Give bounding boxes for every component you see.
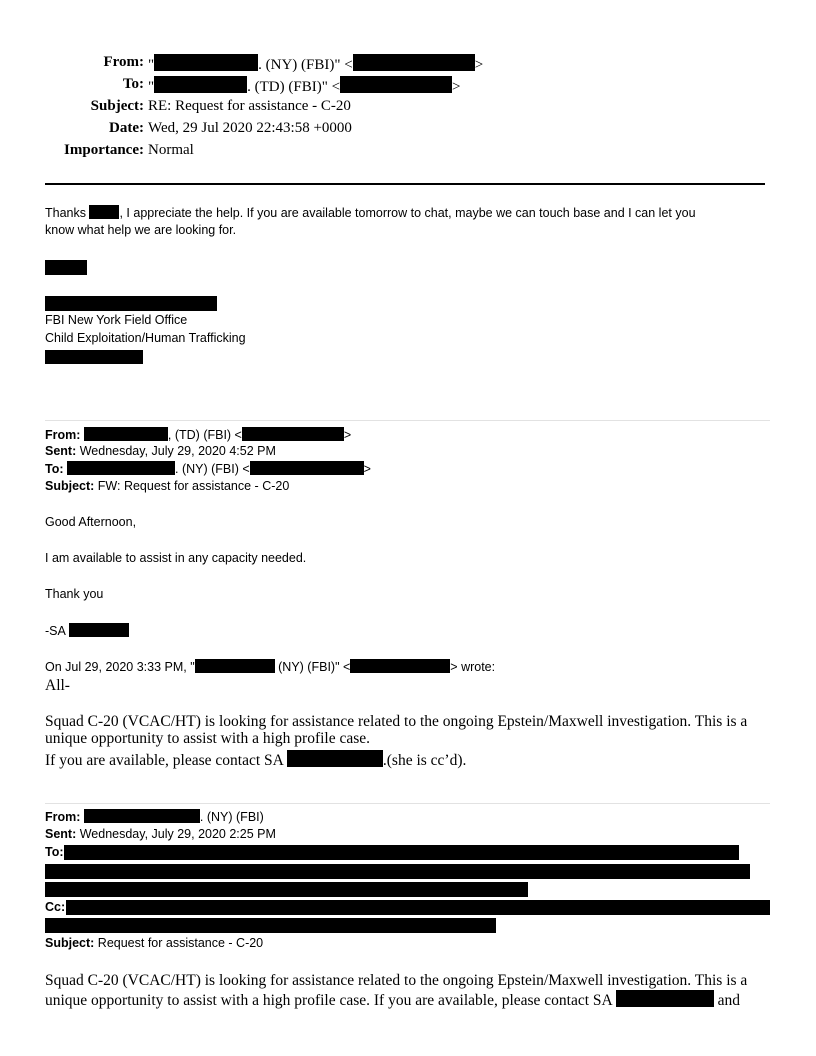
msg2-sent-value: Wednesday, July 29, 2020 4:52 PM bbox=[76, 444, 276, 458]
msg2-subject-value: FW: Request for assistance - C-20 bbox=[94, 479, 290, 493]
redaction bbox=[84, 809, 200, 823]
msg3-to-label-text: To: bbox=[45, 845, 64, 859]
msg2-greeting: Good Afternoon, bbox=[45, 515, 137, 529]
redaction bbox=[340, 76, 452, 93]
quote-para-line3 bbox=[45, 750, 466, 770]
redaction bbox=[195, 659, 275, 673]
msg3-para-line2-post: and bbox=[713, 992, 741, 1009]
importance-value: Normal bbox=[148, 142, 194, 158]
msg3-para-line2 bbox=[45, 990, 740, 1010]
redaction bbox=[287, 750, 383, 767]
message-divider-1 bbox=[45, 420, 770, 421]
redaction bbox=[69, 623, 129, 637]
redaction-cc-line1 bbox=[66, 900, 770, 915]
to-label: To: bbox=[122, 76, 144, 92]
reply-thanks-line2: know what help we are looking for. bbox=[45, 223, 237, 237]
msg2-sent bbox=[45, 444, 276, 458]
redaction bbox=[84, 427, 168, 441]
msg3-from bbox=[45, 809, 264, 824]
to-lt: < bbox=[331, 79, 341, 95]
redaction bbox=[89, 205, 119, 219]
msg2-body: I am available to assist in any capacity needed. bbox=[45, 551, 307, 565]
msg2-from-label: From: bbox=[45, 428, 81, 442]
quote-attribution bbox=[45, 659, 495, 674]
quote-para-line3-pre: If you are available, please contact SA bbox=[45, 752, 283, 769]
msg2-to bbox=[45, 461, 371, 476]
msg2-from bbox=[45, 427, 351, 442]
msg2-from-gt: > bbox=[343, 428, 352, 442]
date-value: Wed, 29 Jul 2020 22:43:58 +0000 bbox=[148, 120, 352, 136]
msg2-subject-label: Subject: bbox=[45, 479, 95, 493]
msg3-subject-value: Request for assistance - C-20 bbox=[94, 936, 264, 950]
msg2-thanks: Thank you bbox=[45, 587, 104, 601]
msg3-para-line1: Squad C-20 (VCAC/HT) is looking for assistance related to the ongoing Epstein/Maxwell investigation. This is a bbox=[45, 972, 748, 989]
thanks-post: , I appreciate the help. If you are available tomorrow to chat, maybe we can touch base and I can let you bbox=[119, 206, 696, 220]
redaction bbox=[350, 659, 450, 673]
redaction-cc-line2 bbox=[45, 918, 496, 933]
msg3-sent-value: Wednesday, July 29, 2020 2:25 PM bbox=[76, 827, 276, 841]
redaction bbox=[67, 461, 175, 475]
importance-label: Importance: bbox=[64, 142, 144, 158]
from-mid: . (NY) (FBI)" bbox=[258, 57, 341, 73]
msg3-subject-label: Subject: bbox=[45, 936, 95, 950]
quote-para-line2: unique opportunity to assist with a high profile case. bbox=[45, 730, 371, 747]
msg3-from-label: From: bbox=[45, 810, 81, 824]
msg2-to-mid: . (NY) (FBI) < bbox=[175, 462, 250, 476]
redaction-sig-phone bbox=[45, 350, 143, 364]
header-divider bbox=[45, 183, 765, 185]
msg3-cc-label-text: Cc: bbox=[45, 900, 66, 914]
sig-office: FBI New York Field Office bbox=[45, 313, 188, 327]
redaction-to-line1 bbox=[64, 845, 739, 860]
sig-unit: Child Exploitation/Human Trafficking bbox=[45, 331, 246, 345]
thanks-pre: Thanks bbox=[45, 206, 86, 220]
message-divider-2 bbox=[45, 803, 770, 804]
reply-thanks-line1 bbox=[45, 205, 696, 220]
msg2-subject bbox=[45, 479, 289, 493]
msg2-sent-label: Sent: bbox=[45, 444, 77, 458]
redaction-to-line2 bbox=[45, 864, 750, 879]
quote-all: All- bbox=[45, 677, 70, 694]
from-gt: > bbox=[474, 57, 484, 73]
redaction-sig-name bbox=[45, 260, 87, 275]
quote-para-line3-post: .(she is cc’d). bbox=[382, 752, 467, 769]
quote-mid: (NY) (FBI)" < bbox=[274, 660, 351, 674]
msg2-sig bbox=[45, 623, 129, 638]
redaction bbox=[242, 427, 344, 441]
msg3-cc-label bbox=[45, 900, 65, 914]
quote-pre: On Jul 29, 2020 3:33 PM, " bbox=[45, 660, 195, 674]
msg2-from-mid: , (TD) (FBI) < bbox=[167, 428, 242, 442]
from-lt: < bbox=[344, 57, 353, 73]
redaction-sig-title bbox=[45, 296, 217, 311]
subject-label: Subject: bbox=[90, 98, 144, 114]
msg2-to-label: To: bbox=[45, 462, 64, 476]
redaction bbox=[353, 54, 475, 71]
redaction bbox=[154, 76, 247, 93]
msg2-sig-pre: -SA bbox=[45, 624, 66, 638]
msg2-to-gt: > bbox=[363, 462, 371, 476]
from-value bbox=[148, 54, 483, 74]
msg3-sent-label: Sent: bbox=[45, 827, 77, 841]
subject-value: RE: Request for assistance - C-20 bbox=[148, 98, 351, 114]
msg3-sent bbox=[45, 827, 276, 841]
from-quote: " bbox=[148, 57, 155, 73]
redaction-to-line3 bbox=[45, 882, 528, 897]
redaction bbox=[616, 990, 714, 1007]
redaction bbox=[250, 461, 364, 475]
from-label: From: bbox=[103, 54, 144, 70]
msg3-from-mid: . (NY) (FBI) bbox=[199, 810, 264, 824]
msg3-to-label bbox=[45, 845, 64, 859]
quote-post: > wrote: bbox=[450, 660, 496, 674]
to-value bbox=[148, 76, 461, 96]
redaction bbox=[154, 54, 258, 71]
to-mid: . (TD) (FBI)" bbox=[247, 79, 328, 95]
to-gt: > bbox=[452, 79, 461, 95]
date-label: Date: bbox=[109, 120, 144, 136]
msg3-para-line2-pre: unique opportunity to assist with a high profile case. If you are available, please contact SA bbox=[45, 992, 612, 1009]
msg3-subject bbox=[45, 936, 263, 950]
quote-para-line1: Squad C-20 (VCAC/HT) is looking for assistance related to the ongoing Epstein/Maxwell investigation. This is a bbox=[45, 713, 748, 730]
to-quote: " bbox=[148, 79, 155, 95]
